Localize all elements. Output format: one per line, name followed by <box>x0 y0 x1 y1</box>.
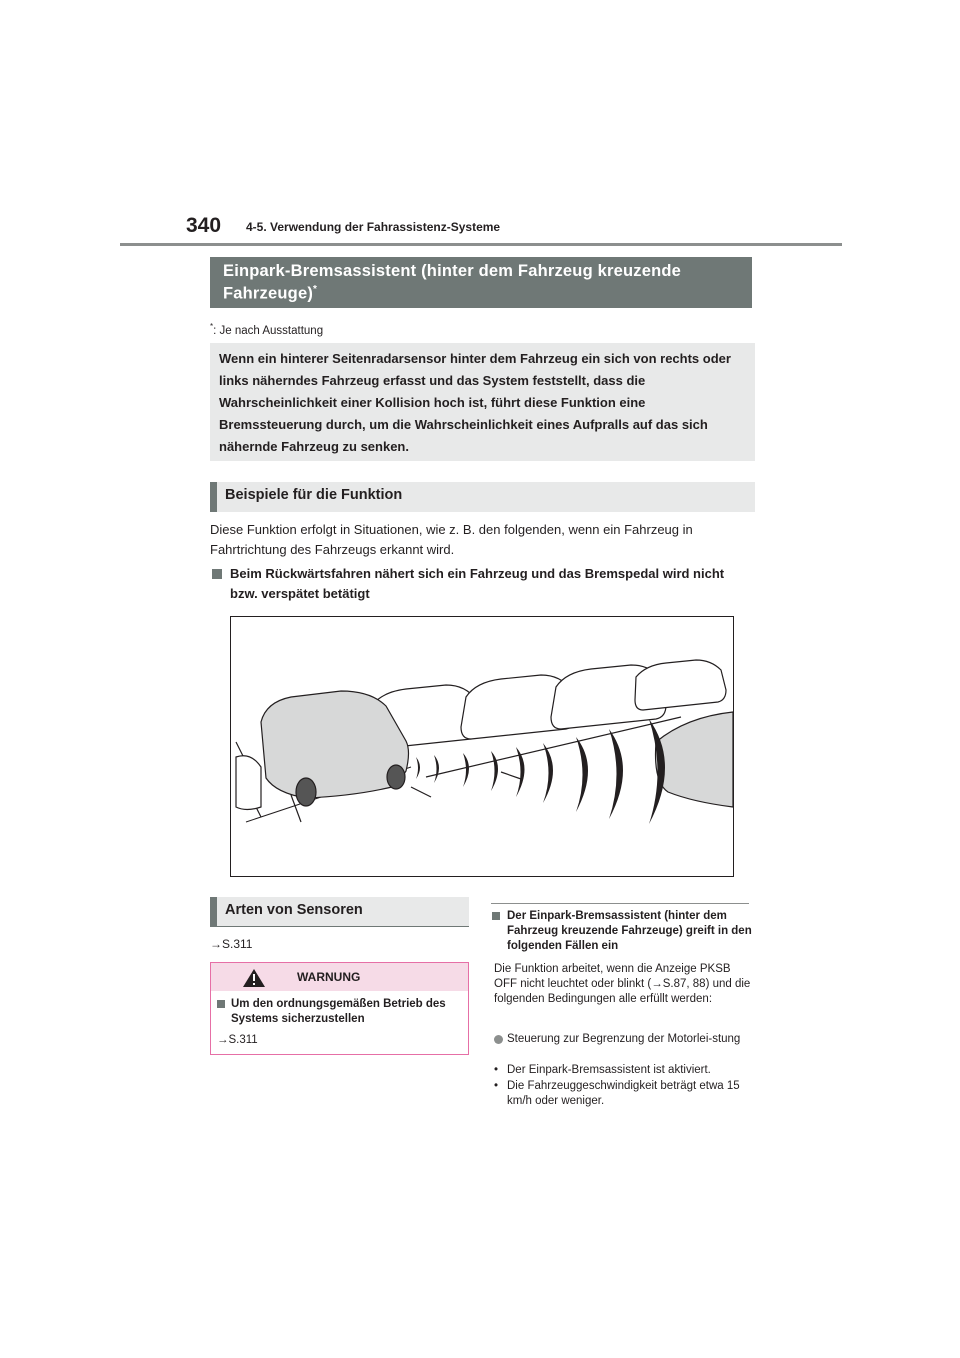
operation-conditions-paragraph: Die Funktion arbeitet, wenn die Anzeige PKSB OFF nicht leuchtet oder blinkt (→S.87, 88) und die folgenden Bedingungen alle erfüllt werden: <box>494 963 751 1005</box>
warning-header <box>211 963 468 991</box>
main-title-bar <box>210 257 752 308</box>
warning-item-text: Um den ordnungsgemäßen Betrieb des Systems sicherzustellen <box>231 998 446 1025</box>
page-number: 340 <box>186 214 222 237</box>
examples-description: Diese Funktion erfolgt in Situationen, wie z. B. den folgenden, wenn ein Fahrzeug in Fahrtrichtung des Fahrzeugs erkannt wird. <box>210 522 693 557</box>
footnote-text: : Je nach Ausstattung <box>213 324 324 337</box>
intro-box <box>210 343 755 461</box>
main-title-line2 <box>223 284 317 304</box>
examples-heading-text: Beispiele für die Funktion <box>225 487 403 503</box>
footnote <box>210 322 323 337</box>
square-bullet-icon <box>492 912 500 920</box>
dot-bullet: • <box>494 1080 499 1092</box>
condition-subitem-text: Die Fahrzeuggeschwindigkeit beträgt etwa 15 km/h oder weniger. <box>507 1080 740 1107</box>
sensors-section-heading <box>210 897 469 927</box>
operation-conditions-heading-text: Der Einpark-Bremsassistent (hinter dem Fahrzeug kreuzende Fahrzeuge) greift in den folgenden Fällen ein <box>507 910 752 952</box>
sensors-page-reference[interactable]: →S.311 <box>210 937 253 951</box>
examples-section-heading <box>210 482 755 512</box>
condition-subitem-text: Der Einpark-Bremsassistent ist aktiviert. <box>507 1064 711 1076</box>
square-bullet-icon <box>217 1000 225 1008</box>
circle-bullet-icon <box>494 1035 503 1044</box>
footnote-marker: * <box>313 284 318 295</box>
warning-box <box>210 962 469 1055</box>
warning-triangle-icon <box>226 968 306 988</box>
example-case-text: Beim Rückwärtsfahren nähert sich ein Fahrzeug und das Bremspedal wird nicht bzw. verspätet betätigt <box>230 566 725 601</box>
square-bullet-icon <box>212 569 222 579</box>
intro-text: Wenn ein hinterer Seitenradarsensor hinter dem Fahrzeug ein sich von rechts oder links näherndes Fahrzeug erfasst und das System feststellt, dass die Wahrscheinlichkeit einer Kollision hoch ist, führt diese Funktion eine Bremssteuerung durch, um die Wahrscheinlichkeit eines Aufpralls auf das sich nähernde Fahrzeug zu senken. <box>219 351 731 454</box>
chapter-title: 4-5. Verwendung der Fahrassistenz-Systeme <box>246 220 501 234</box>
header-rule <box>120 243 842 246</box>
footnote-mark: * <box>210 322 214 331</box>
right-column-rule <box>491 903 749 904</box>
warning-page-reference[interactable]: →S.311 <box>217 1034 258 1046</box>
parking-scene-svg <box>231 617 733 876</box>
condition-bullet-text: Steuerung zur Begrenzung der Motorlei-stung <box>507 1033 741 1045</box>
main-title-line2-text: Fahrzeuge) <box>223 284 314 303</box>
dot-bullet: • <box>494 1064 499 1076</box>
sensors-heading-text: Arten von Sensoren <box>225 902 363 918</box>
main-title-line1: Einpark-Bremsassistent (hinter dem Fahrzeug kreuzende <box>223 262 682 280</box>
parking-illustration <box>230 616 734 877</box>
warning-title: WARNUNG <box>297 970 361 984</box>
